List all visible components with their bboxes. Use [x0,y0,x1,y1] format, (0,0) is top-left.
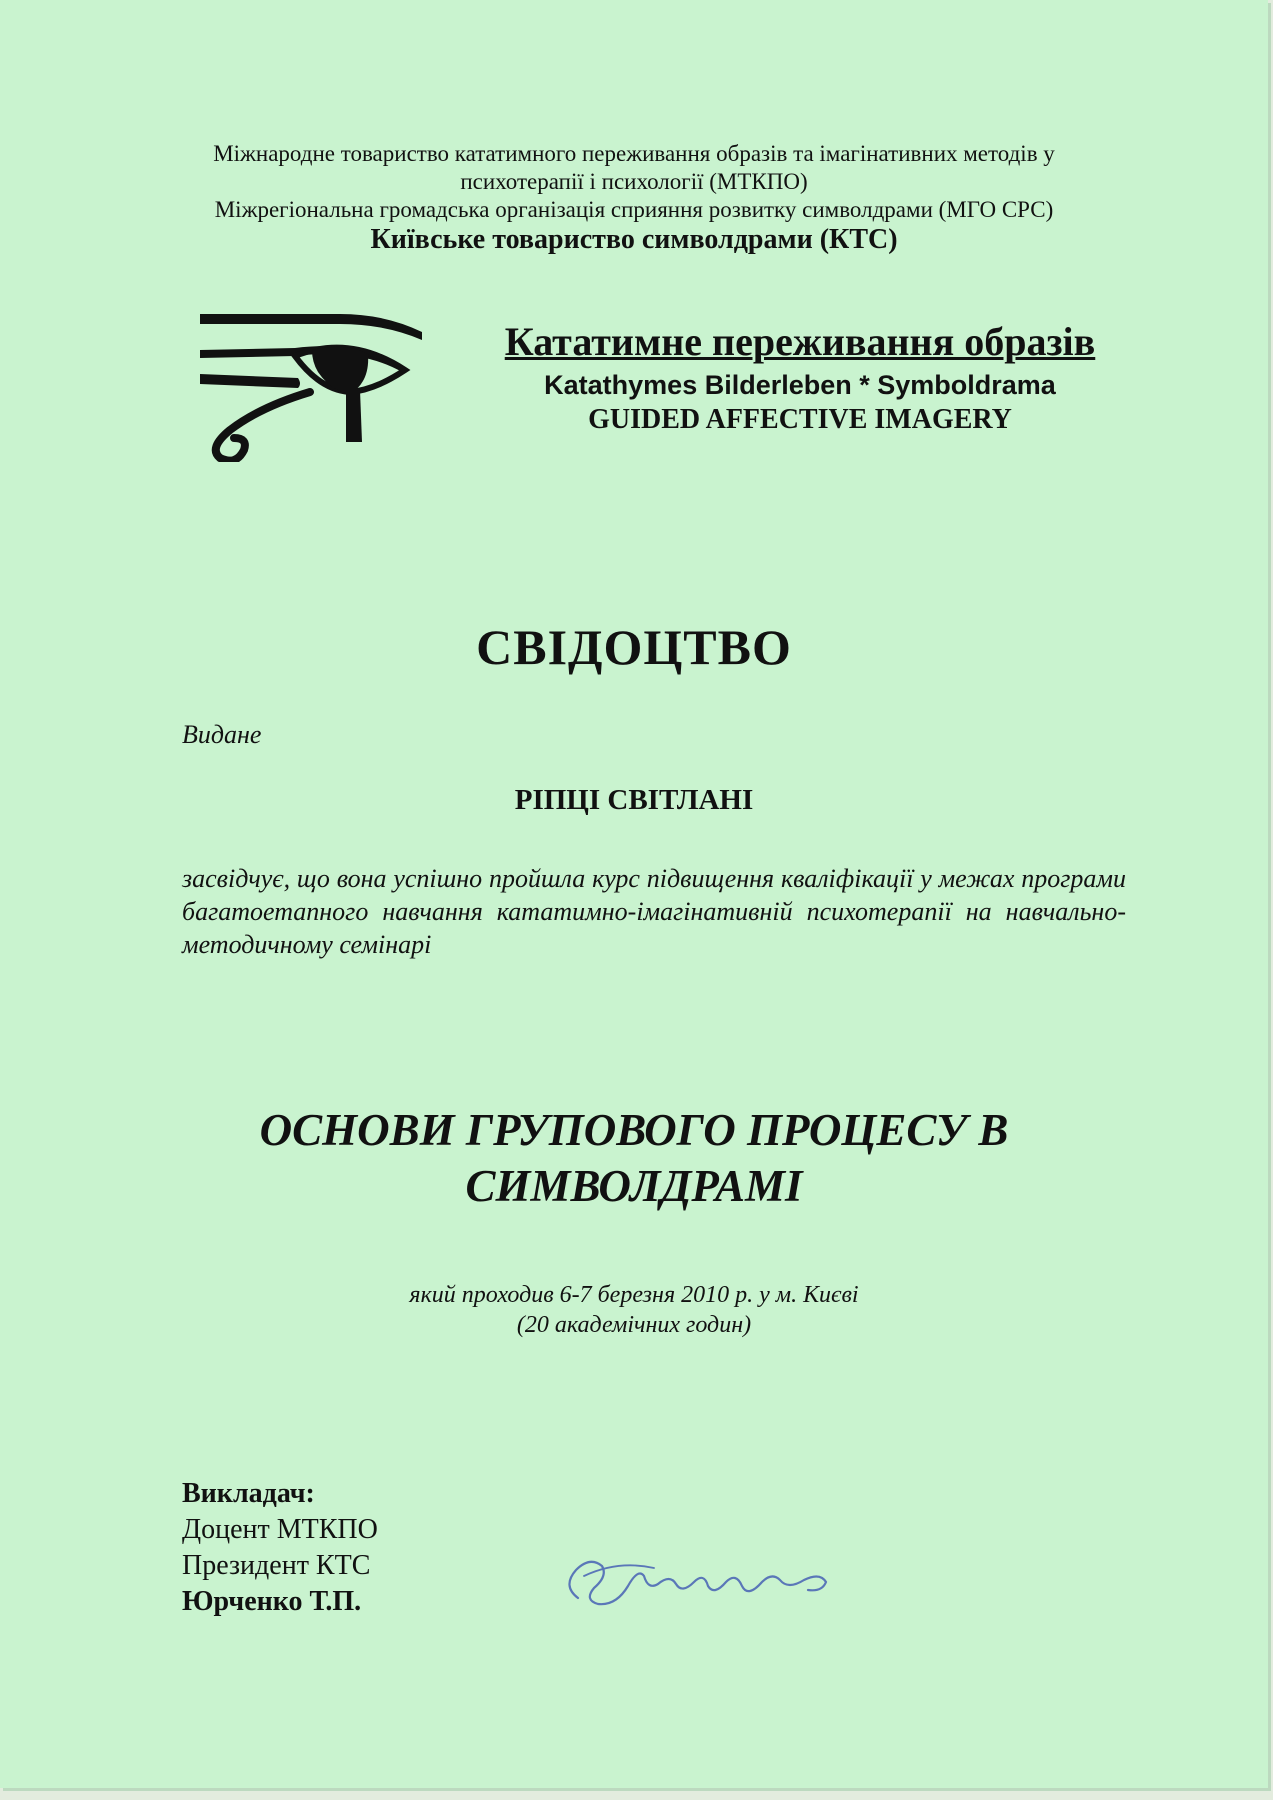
course-title [0,1102,1268,1214]
signatory-position-2: Президент КТС [182,1550,371,1581]
course-date-place: який проходив 6-7 березня 2010 р. у м. Києві [409,1282,859,1308]
course-title-line-1: ОСНОВИ ГРУПОВОГО ПРОЦЕСУ В [259,1105,1009,1155]
signatory-position-1: Доцент МТКПО [182,1514,378,1545]
course-title-line-2: СИМВОЛДРАМІ [465,1161,803,1211]
signatory-block [182,1476,378,1620]
signatory-role-label: Викладач: [182,1478,315,1509]
issued-label: Видане [182,720,262,749]
certificate-body: засвідчує, що вона успішно пройшла курс підвищення кваліфікації у межах програми багатоетапного навчання кататимно-імагінативній психотерапії на навчально-методичному семінарі [182,864,1126,959]
method-title-de: Katathymes Bilderleben * Symboldrama [544,370,1056,400]
method-title-ua: Кататимне переживання образів [504,319,1096,364]
method-title-en: GUIDED AFFECTIVE IMAGERY [588,404,1012,435]
signatory-name: Юрченко Т.П. [182,1586,362,1617]
org-line-1: Міжнародне товариство кататимного переживання образів та імагінативних методів у [213,141,1055,166]
eye-of-horus-icon [200,312,425,462]
course-details [0,1280,1268,1340]
certificate-title: СВІДОЦТВО [476,619,792,675]
recipient-name: РІПЦІ СВІТЛАНІ [514,784,754,816]
org-line-2: психотерапії і психології (МТКПО) [460,169,808,194]
course-hours: (20 академічних годин) [516,1312,752,1338]
org-line-3: Міжрегіональна громадська організація сприяння розвитку символдрами (МГО СРС) [214,197,1054,222]
org-line-4: Київське товариство символдрами (КТС) [370,224,898,255]
handwritten-signature-icon [558,1546,838,1616]
